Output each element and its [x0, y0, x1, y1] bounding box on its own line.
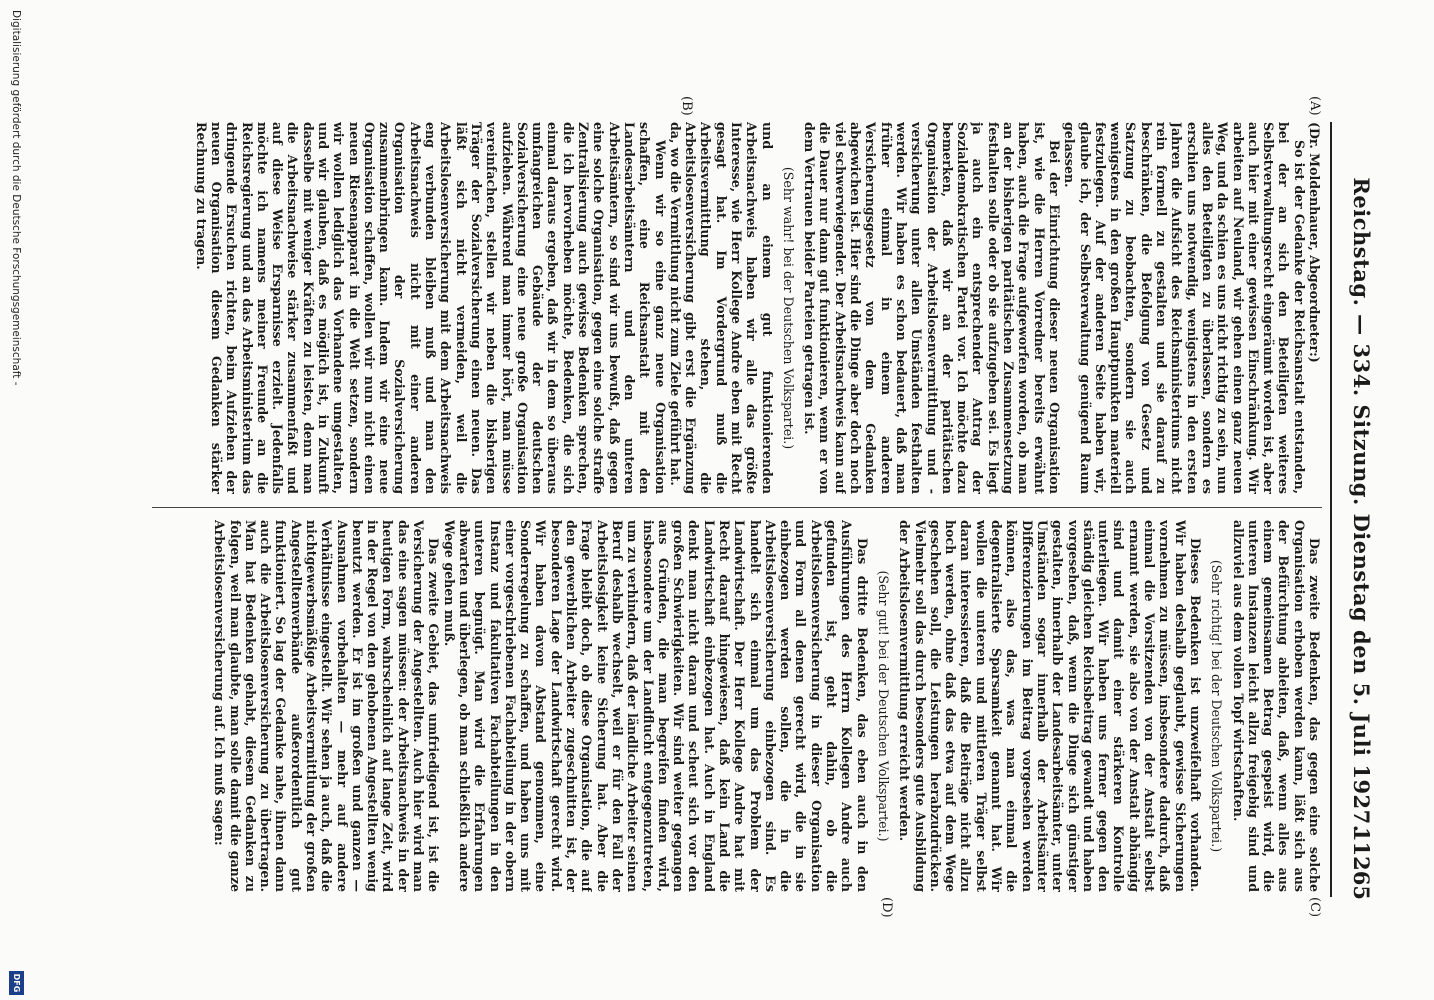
column-divider: [152, 507, 1322, 508]
right-paragraph-2: Dieses Bedenken ist unzweifelhaft vorhanden. Wir haben deshalb geglaubt, gewisse Sicherungen vornehmen zu müssen, insbesondere dadurch, daß einmal die Vorsitzenden von der Anstalt selbst ernannt werden, sie also von der Anstalt abhängig sind und damit einer stärkeren Kontrolle unterliegen. Wir haben uns ferner gegen den ständig gleichen Reichsbeitrag gewandt und haben vorgesehen, daß, wenn die Dinge sich günstiger gestalten, innerhalb der Landesarbeitsämter, unter Umständen sogar innerhalb der Arbeitsämter Differenzierungen im Beitrag vorgesehen werden können, also das, was man einmal die degentralisierte Sparsamkeit genannt hat. Wir wollen die unteren und mittleren Träger selbst daran interessieren, daß die Beiträge nicht allzu hoch werden, ohne daß das etwa auf dem Wege geschehen soll, die Leistungen herabzudrücken. Vielmehr soll das durch besonders gute Ausbildung der Arbeitslosenvermittlung erreicht werden.: [897, 520, 1203, 892]
right-column: [132, 520, 1322, 892]
margin-marker-b: (B): [679, 96, 694, 116]
right-interjection-1: (Sehr richtig! bei der Deutschen Volkspartei.): [1209, 559, 1225, 853]
page-number: 11265: [1349, 826, 1374, 900]
left-paragraph-4: Wenn wir so eine ganz neue Organisation schaffen, eine Reichsanstalt mit den Landesarbeitsämtern und den unteren Arbeitsämtern, so sind wir uns bewußt, daß gegen eine solche Organisation, gegen eine solche straffe Zentralisierung auch gewisse Bedenken sprechen, die ich hervorheben möchte, Bedenken, die sich einmal daraus ergeben, daß wir in dem so überaus umfangreichen Gebäude der deutschen Sozialversicherung eine neue große Organisation aufziehen. Während man immer hört, man müsse vereinfachen, stellen wir neben die bisherigen Träger der Sozialversicherung einen neuen. Das läßt sich nicht vermeiden, weil die Arbeitslosenversicherung mit dem Arbeitsnachweis eng verbunden bleiben muß und man den Arbeitsnachweis nicht mit einer anderen Organisation der Sozialversicherung zusammenbringen kann. Indem wir eine neue Organisation schaffen, wollen wir nun nicht einen neuen Riesenapparat in die Welt setzen, sondern wir wollen lediglich das Vorhandene umgestalten, und wir glauben, daß es möglich ist, in Zukunft dasselbe mit weniger Kräften zu leisten, denn man die Arbeitsnachweise stärker zusammenfaßt und auf diese Weise Ersparnisse erzielt. Jedenfalls möchte ich namens meiner Freunde an die Reichsregierung und an das Arbeitsministerium das dringende Ersuchen richten, beim Aufziehen der neuen Organisation diesem Gedanken stärker Rechnung zu tragen.: [193, 122, 668, 494]
speaker-line: (Dr. Moldenhauer, Abgeordneter:): [1307, 122, 1322, 363]
speaker-name: Dr. Moldenhauer,: [1307, 127, 1322, 251]
header-rule: [1330, 122, 1332, 897]
left-paragraph-3: und an einem gut funktionierenden Arbeitsnachweis haben wir alle das größte Interesse, wie Herr Kollege Andre eben mit Recht gesagt hat. Im Vordergrund muß die Arbeitsvermittlung stehen, die Arbeitslosenversicherung gibt erst die Ergänzung da, wo die Vermittlung nicht zum Ziele geführt hat.: [667, 122, 775, 494]
margin-marker-c: (C): [1307, 897, 1322, 918]
left-interjection-1: (Sehr wahr! bei der Deutschen Volkspartei.): [780, 166, 796, 450]
margin-marker-d: (D): [879, 897, 894, 918]
left-column: [132, 122, 1322, 494]
right-paragraph-4: Das zweite Gebiet, das umfriedigend ist, ist die Versicherung der Angestellten. Auch hier wird man das eine sagen müssen: der Arbeitsnachweis in der heutigen Form, wahrscheinlich auf lange Zeit, wird in der Regel von den gehobenen Angestellten wenig benutzt werden. Er ist im großen und ganzen — Ausnahmen vorbehalten — mehr auf andere Verhältnisse eingestellt. Wir sehen ja auch, daß die nichtgewerbsmäßige Arbeitsvermittlung der großen Angestelltenverbände außerordentlich gut funktioniert. So lag der Gedanke nahe, ihnen dann auch die Arbeitslosenversicherung zu übertragen. Man hat Bedenken gehabt, diesem Gedanken zu folgen, weil man glaubte, man solle damit die ganze Arbeitslosenversicherung auf. Ich muß sagen:: [212, 520, 442, 892]
page-header: [1334, 120, 1374, 900]
page-title: Reichstag. — 334. Sitzung. Dienstag den 5. Juli 1927.: [1349, 177, 1374, 833]
right-paragraph-1: Das zweite Bedenken, das gegen eine solche Organisation erhoben werden kann, läßt sich aus der Befürchtung ableiten, daß, wenn alles aus einem gemeinsamen Betrag gespeist wird, die unteren Instanzen leicht allzu freigebig sind und allzuviel aus dem vollen Topf wirtschaften.: [1230, 520, 1322, 892]
digitization-credit: Digitalisierung gefördert durch die Deutsche Forschungsgemeinschaft -: [10, 10, 22, 386]
dfg-logo: DFG: [9, 971, 24, 995]
speaker-role: Abgeordneter:): [1307, 255, 1322, 363]
left-paragraph-1: So ist der Gedanke der Reichsanstalt entstanden, bei der an sich den Beteiligten weiteres Selbstverwaltungsrecht eingeräumt worden ist, aber auch hier mit einer gewissen Einschränkung. Wir arbeiten auf Neuland, wir gehen einen ganz neuen Weg, und da schien es uns nicht richtig zu sein, nun alles den Beteiligten zu überlassen, sondern es erschien uns notwendig, wenigstens in den ersten Jahren die Aufsicht des Reichsministeriums nicht rein formell zu gestalten und sie darauf zu beschränken, die Befolgung von Gesetz und Satzung zu beobachten, sondern sie auch wenigstens in den großen Hauptpunkten materiell festzulegen. Auf der anderen Seite haben wir, glaube ich, der Selbstverwaltung genügend Raum gelassen.: [1062, 122, 1307, 494]
right-interjection-2: (Sehr gut! bei der Deutschen Volkspartei.): [875, 570, 891, 842]
margin-marker-a: (A): [1307, 96, 1322, 116]
right-paragraph-3: Das dritte Bedenken, das eben auch in den Ausführungen des Herrn Kollegen Andre auch gefunden ist, geht dahin, ob die Arbeitslosenversicherung in dieser Organisation und Form all denen gerecht wird, die in sie einbezogen werden sollen, die in die Arbeitslosenversicherung einbezogen sind. Es handelt sich einmal um das Problem der Landwirtschaft. Der Herr Kollege Andre hat mit Recht darauf hingewiesen, daß kein Land die Landwirtschaft einbezogen hat. Auch in England denkt man nicht daran und scheut sich vor den großen Schwierigkeiten. Wir sind weiter gegangen aus Gründen, die man begreifen finden wird, insbesondere um der Landflucht entgegenzutreten, um zu verhindern, daß der ländliche Arbeiter seinen Beruf deshalb wechselt, weil er für den Fall der Arbeitslosigkeit keine Sicherung hat. Aber die Frage bleibt doch, ob diese Organisation, die auf den gewerblichen Arbeiter zugeschnitten ist, der besonderen Lage der Landwirtschaft gerecht wird. Wir haben davon Abstand genommen, eine Sonderregelung zu schaffen, und haben uns mit einer vorgeschriebenen Fachabteilung in der obern Instanz und fakultativen Fachabteilungen in den unteren begnügt. Man wird die Erfahrungen abwarten und überlegen, ob man schließlich andere Wege gehen muß.: [441, 520, 870, 892]
left-paragraph-2: Bei der Einrichtung dieser neuen Organisation ist, wie die Herren Vorredner bereits erwähnt haben, auch die Frage aufgeworfen worden, ob man an der bisherigen paritätischen Zusammensetzung festhalten solle oder ob sie aufzugeben sei. Es liegt ja auch ein entsprechender Antrag der Sozialdemokratischen Partei vor. Ich möchte dazu bemerken, daß wir an der paritätischen Organisation der Arbeitslosenvermittlung und -versicherung unter allen Umständen festhalten werden. Wir haben es schon bedauert, daß man früher einmal in einem anderen Versicherungsgesetz von dem Gedanken abgewichen ist. Hier sind die Dinge aber doch noch viel schwerwiegender. Der Arbeitsnachweis kann auf die Dauer nur dann gut funktionieren, wenn er von dem Vertrauen beider Parteien getragen ist.: [802, 122, 1062, 494]
